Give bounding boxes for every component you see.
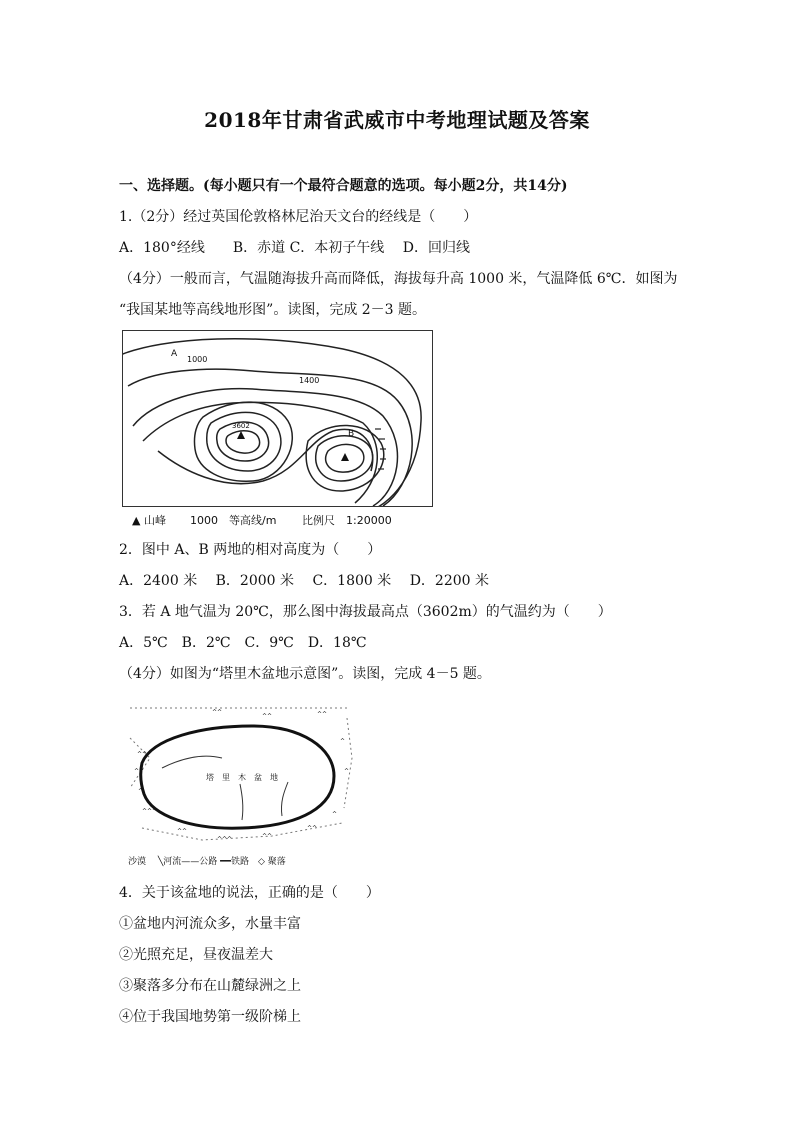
page-title: 2018年甘肃省武威市中考地理试题及答案 — [204, 108, 590, 132]
peak-elevation-label: 3602 — [232, 422, 250, 430]
contour-1400-label: 1400 — [299, 376, 320, 385]
section-heading: 一、选择题。(每小题只有一个最符合题意的选项。每小题2分，共14分) — [119, 178, 568, 194]
question-4-item-2: ②光照充足，昼夜温差大 — [119, 947, 273, 963]
svg-text:^^: ^^ — [262, 713, 273, 720]
legend-scale: 比例尺 1:20000 — [302, 514, 392, 527]
question-1-options: A．180°经线 B．赤道 C．本初子午线 D．回归线 — [119, 240, 470, 256]
intro-2-line-1: （4分）一般而言，气温随海拔升高而降低，海拔每升高 1000 米，气温降低 6℃．如图为 — [119, 271, 678, 287]
intro-2-line-2: “我国某地等高线地形图”。读图，完成 2－3 题。 — [119, 302, 427, 318]
question-3-stem: 3．若 A 地气温为 20℃，那么图中海拔最高点（3602m）的气温约为（ ） — [119, 604, 612, 620]
contour-map-figure — [122, 330, 433, 507]
basin-legend: 沙漠 ╲河流——公路 ━━铁路 ◇ 聚落 — [128, 857, 286, 867]
svg-text:^^: ^^ — [137, 751, 148, 758]
svg-text:^^: ^^ — [262, 833, 273, 840]
svg-text:^^: ^^ — [212, 709, 223, 716]
point-a-label: A — [171, 349, 178, 359]
svg-text:^: ^ — [340, 738, 346, 745]
question-4-item-4: ④位于我国地势第一级阶梯上 — [119, 1009, 301, 1025]
question-4-item-1: ①盆地内河流众多，水量丰富 — [119, 916, 301, 932]
contour-1000-label: 1000 — [187, 355, 208, 364]
svg-text:^: ^ — [332, 811, 338, 818]
contour-map — [123, 331, 432, 506]
question-2-options: A．2400 米 B．2000 米 C．1800 米 D．2200 米 — [119, 573, 490, 589]
svg-text:^^^: ^^^ — [217, 836, 233, 843]
tarim-basin-figure — [122, 698, 354, 848]
svg-text:^: ^ — [344, 768, 350, 775]
question-4-stem: 4．关于该盆地的说法，正确的是（ ） — [119, 885, 380, 901]
question-2-stem: 2．图中 A、B 两地的相对高度为（ ） — [119, 542, 382, 558]
legend-contour: 1000 等高线/m — [190, 514, 277, 527]
legend-peak: ▲ 山峰 — [132, 514, 166, 527]
svg-text:^^: ^^ — [307, 825, 318, 832]
intro-4: （4分）如图为“塔里木盆地示意图”。读图，完成 4－5 题。 — [119, 666, 491, 682]
question-1-stem: 1.（2分）经过英国伦敦格林尼治天文台的经线是（ ） — [119, 209, 478, 225]
svg-text:^^: ^^ — [134, 768, 145, 775]
svg-text:^^: ^^ — [317, 711, 328, 718]
question-3-options: A．5℃ B．2℃ C．9℃ D．18℃ — [119, 635, 367, 651]
svg-text:^^^: ^^^ — [142, 808, 158, 815]
tarim-basin-map — [122, 698, 354, 848]
svg-text:^: ^ — [138, 788, 144, 795]
question-4-item-3: ③聚落多分布在山麓绿洲之上 — [119, 978, 301, 994]
point-b-label: B — [348, 429, 355, 439]
svg-text:^^: ^^ — [177, 828, 188, 835]
basin-label: 塔 里 木 盆 地 — [206, 773, 278, 782]
